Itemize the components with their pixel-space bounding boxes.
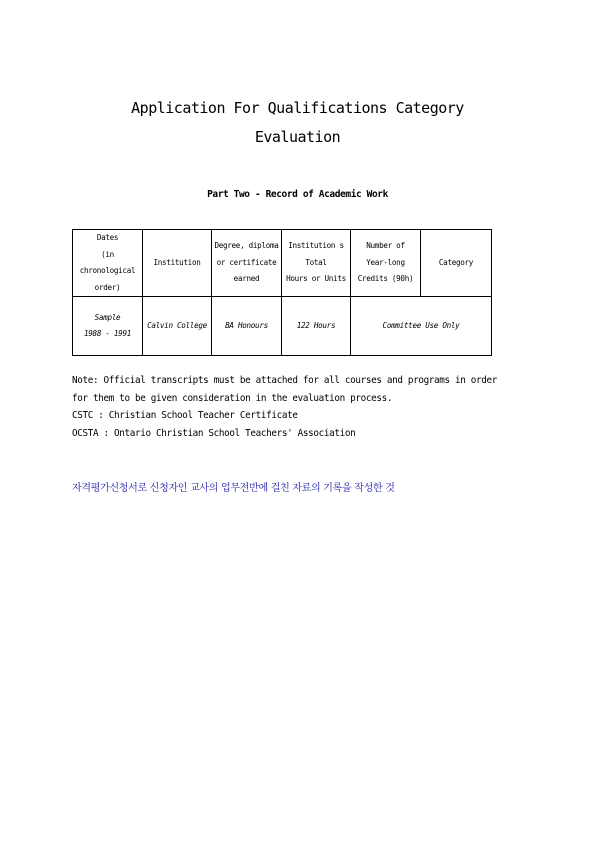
table-header-row [73,230,492,297]
header-credits: Number of Year-long Credits (90h) [351,230,421,297]
section-subtitle: Part Two - Record of Academic Work [207,189,388,200]
academic-record-table [72,229,492,356]
document-title-line-1: Application For Qualifications Category [131,99,464,117]
sample-institution-cell: Calvin College [143,297,212,356]
document-title-line-2: Evaluation [254,128,341,146]
committee-use-cell: Committee Use Only [351,297,492,356]
header-degree: Degree, diploma or certificate earned [212,230,282,297]
header-dates: Dates (in chronological order) [73,230,143,297]
notes-block [72,372,542,442]
note-line: for them to be given consideration in the evaluation process. [72,392,393,404]
abbreviation-ocsta: OCSTA : Ontario Christian School Teachers' Association [72,427,356,439]
sample-hours-cell: 122 Hours [282,297,351,356]
korean-annotation: 자격평가신청서로 신청자인 교사의 업무전반에 걸친 자료의 기록을 작성한 것 [72,483,395,494]
note-line: Note: Official transcripts must be attached for all courses and programs in order [72,375,498,386]
abbreviation-cstc: CSTC : Christian School Teacher Certificate [72,410,298,421]
header-category: Category [421,230,492,297]
sample-dates-cell: Sample 1988 - 1991 [73,297,143,356]
sample-degree-cell: BA Honours [212,297,282,356]
table-row [73,297,492,356]
header-institution: Institution [143,230,212,297]
header-total-hours: Institution s Total Hours or Units [282,230,351,297]
